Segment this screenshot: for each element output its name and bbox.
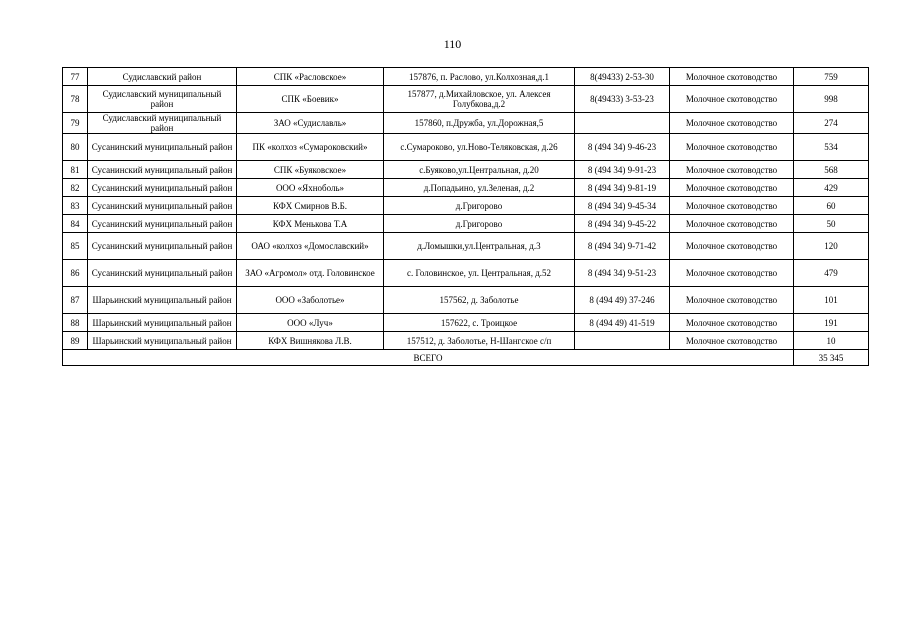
cell-phone: 8 (494 34) 9-46-23 <box>575 134 670 161</box>
cell-phone <box>575 113 670 134</box>
table-row <box>63 260 869 287</box>
cell-count: 998 <box>794 86 869 113</box>
cell-activity: Молочное скотоводство <box>670 134 794 161</box>
table-row <box>63 113 869 134</box>
cell-number: 83 <box>63 197 88 215</box>
cell-number: 86 <box>63 260 88 287</box>
cell-count: 568 <box>794 161 869 179</box>
cell-organization: ЗАО «Судиславль» <box>237 113 384 134</box>
cell-count: 60 <box>794 197 869 215</box>
cell-number: 82 <box>63 179 88 197</box>
cell-address: 157877, д.Михайловское, ул. Алексея Голубкова,д.2 <box>384 86 575 113</box>
table-row <box>63 215 869 233</box>
cell-activity: Молочное скотоводство <box>670 260 794 287</box>
cell-address: с. Головинское, ул. Центральная, д.52 <box>384 260 575 287</box>
cell-district: Сусанинский муниципальный район <box>88 233 237 260</box>
cell-number: 80 <box>63 134 88 161</box>
cell-organization: СПК «Расловское» <box>237 68 384 86</box>
cell-phone: 8 (494 34) 9-45-34 <box>575 197 670 215</box>
total-label: ВСЕГО <box>63 350 794 366</box>
cell-organization: СПК «Буяковское» <box>237 161 384 179</box>
cell-address: с.Буяково,ул.Центральная, д.20 <box>384 161 575 179</box>
cell-count: 120 <box>794 233 869 260</box>
cell-organization: СПК «Боевик» <box>237 86 384 113</box>
cell-district: Сусанинский муниципальный район <box>88 197 237 215</box>
cell-count: 759 <box>794 68 869 86</box>
cell-activity: Молочное скотоводство <box>670 233 794 260</box>
cell-address: д.Попадьино, ул.Зеленая, д.2 <box>384 179 575 197</box>
cell-organization: КФХ Смирнов В.Б. <box>237 197 384 215</box>
cell-activity: Молочное скотоводство <box>670 68 794 86</box>
cell-phone: 8 (494 49) 37-246 <box>575 287 670 314</box>
cell-number: 77 <box>63 68 88 86</box>
page-number: 110 <box>443 37 462 51</box>
cell-number: 89 <box>63 332 88 350</box>
table-row <box>63 161 869 179</box>
cell-activity: Молочное скотоводство <box>670 215 794 233</box>
cell-count: 479 <box>794 260 869 287</box>
cell-count: 191 <box>794 314 869 332</box>
cell-district: Сусанинский муниципальный район <box>88 215 237 233</box>
table-row <box>63 134 869 161</box>
cell-district: Шарьинский муниципальный район <box>88 314 237 332</box>
table-row <box>63 197 869 215</box>
cell-organization: ПК «колхоз «Сумароковский» <box>237 134 384 161</box>
cell-activity: Молочное скотоводство <box>670 113 794 134</box>
cell-count: 10 <box>794 332 869 350</box>
cell-count: 101 <box>794 287 869 314</box>
table-row <box>63 287 869 314</box>
cell-number: 85 <box>63 233 88 260</box>
cell-address: 157622, с. Троицкое <box>384 314 575 332</box>
table-row <box>63 314 869 332</box>
cell-activity: Молочное скотоводство <box>670 314 794 332</box>
cell-organization: ООО «Яхноболь» <box>237 179 384 197</box>
table-row <box>63 233 869 260</box>
cell-address: с.Сумароково, ул.Ново-Теляковская, д.26 <box>384 134 575 161</box>
cell-organization: ОАО «колхоз «Домославский» <box>237 233 384 260</box>
cell-address: д.Григорово <box>384 215 575 233</box>
table-row <box>63 332 869 350</box>
cell-district: Шарьинский муниципальный район <box>88 287 237 314</box>
cell-activity: Молочное скотоводство <box>670 287 794 314</box>
table-row <box>63 68 869 86</box>
table-row <box>63 179 869 197</box>
cell-phone: 8(49433) 2-53-30 <box>575 68 670 86</box>
cell-number: 84 <box>63 215 88 233</box>
cell-activity: Молочное скотоводство <box>670 332 794 350</box>
cell-organization: КФХ Вишнякова Л.В. <box>237 332 384 350</box>
cell-organization: ООО «Луч» <box>237 314 384 332</box>
cell-number: 87 <box>63 287 88 314</box>
cell-activity: Молочное скотоводство <box>670 86 794 113</box>
cell-district: Сусанинский муниципальный район <box>88 179 237 197</box>
cell-activity: Молочное скотоводство <box>670 179 794 197</box>
cell-count: 50 <box>794 215 869 233</box>
cell-count: 274 <box>794 113 869 134</box>
cell-district: Сусанинский муниципальный район <box>88 134 237 161</box>
total-row <box>63 350 869 366</box>
cell-count: 534 <box>794 134 869 161</box>
cell-phone: 8 (494 49) 41-519 <box>575 314 670 332</box>
cell-count: 429 <box>794 179 869 197</box>
cell-district: Сусанинский муниципальный район <box>88 161 237 179</box>
cell-phone: 8 (494 34) 9-51-23 <box>575 260 670 287</box>
cell-address: 157562, д. Заболотье <box>384 287 575 314</box>
farms-table <box>62 67 869 366</box>
cell-organization: ЗАО «Агромол» отд. Головинское <box>237 260 384 287</box>
cell-number: 88 <box>63 314 88 332</box>
cell-activity: Молочное скотоводство <box>670 197 794 215</box>
cell-phone: 8 (494 34) 9-71-42 <box>575 233 670 260</box>
cell-address: 157512, д. Заболотье, Н-Шангское с/п <box>384 332 575 350</box>
cell-district: Сусанинский муниципальный район <box>88 260 237 287</box>
cell-address: 157860, п.Дружба, ул.Дорожная,5 <box>384 113 575 134</box>
cell-district: Судиславский район <box>88 68 237 86</box>
cell-phone: 8 (494 34) 9-45-22 <box>575 215 670 233</box>
cell-address: д.Ломышки,ул.Центральная, д.3 <box>384 233 575 260</box>
cell-district: Судиславский муниципальный район <box>88 113 237 134</box>
cell-district: Судиславский муниципальный район <box>88 86 237 113</box>
table-row <box>63 86 869 113</box>
cell-organization: ООО «Заболотье» <box>237 287 384 314</box>
cell-number: 81 <box>63 161 88 179</box>
cell-phone: 8(49433) 3-53-23 <box>575 86 670 113</box>
cell-number: 78 <box>63 86 88 113</box>
cell-phone <box>575 332 670 350</box>
cell-number: 79 <box>63 113 88 134</box>
cell-address: 157876, п. Раслово, ул.Колхозная,д.1 <box>384 68 575 86</box>
cell-address: д.Григорово <box>384 197 575 215</box>
cell-organization: КФХ Менькова Т.А <box>237 215 384 233</box>
cell-phone: 8 (494 34) 9-91-23 <box>575 161 670 179</box>
cell-phone: 8 (494 34) 9-81-19 <box>575 179 670 197</box>
cell-activity: Молочное скотоводство <box>670 161 794 179</box>
cell-district: Шарьинский муниципальный район <box>88 332 237 350</box>
total-value: 35 345 <box>794 350 869 366</box>
